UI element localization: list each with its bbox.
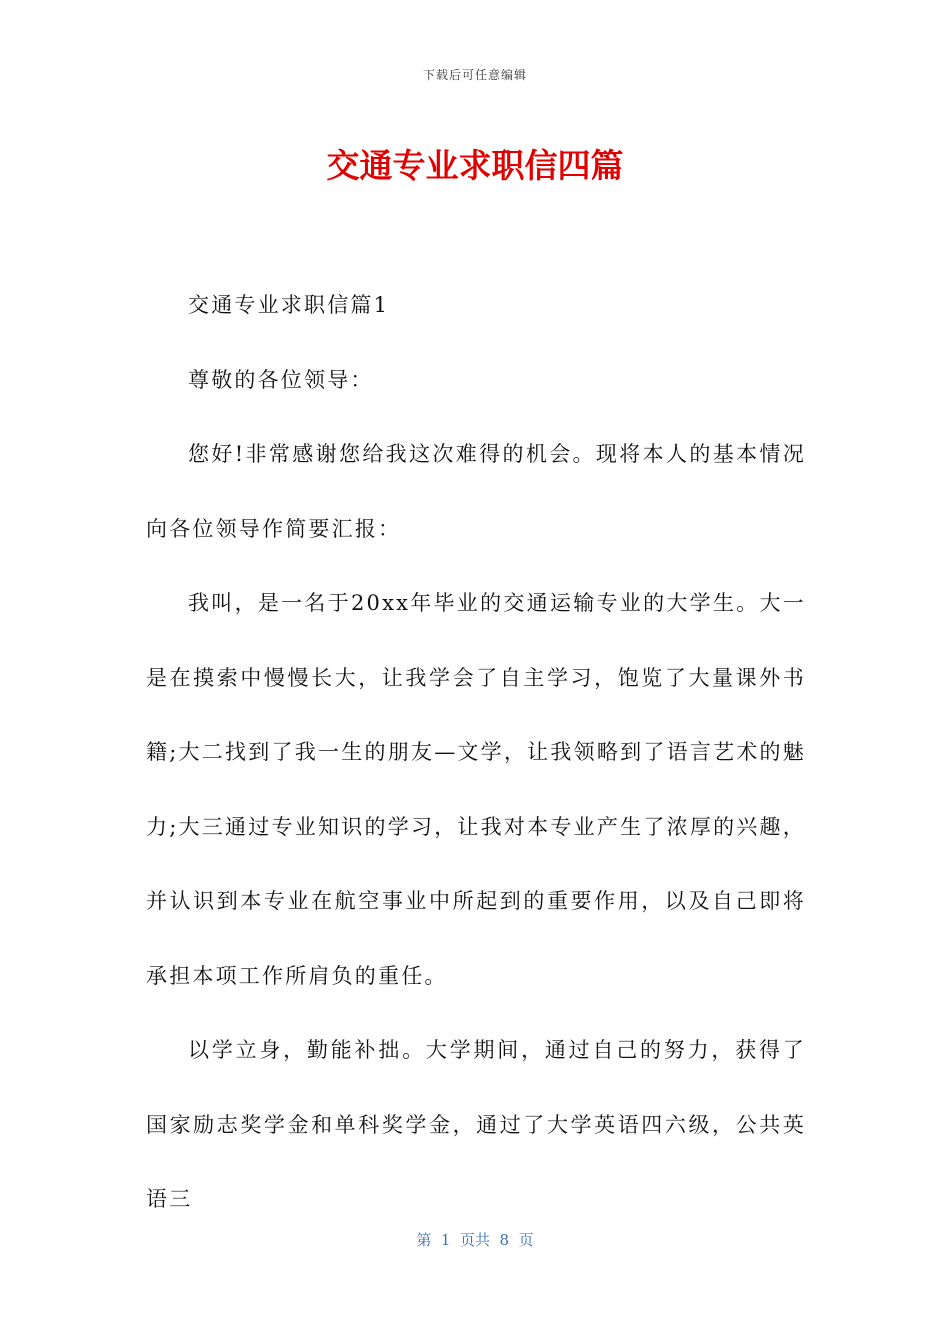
salutation: 尊敬的各位领导： bbox=[188, 367, 374, 392]
section-heading: 交通专业求职信篇1 bbox=[188, 293, 390, 317]
document-body bbox=[146, 268, 806, 1237]
paragraph: 以学立身，勤能补拙。大学期间，通过自己的努力，获得了国家励志奖学金和单科奖学金，通过了大学英语四六级，公共英语三 bbox=[146, 1038, 806, 1211]
document-title: 交通专业求职信四篇 bbox=[326, 146, 624, 185]
page-number-footer: 第 1 页共 8 页 bbox=[416, 1231, 534, 1249]
header-note: 下载后可任意编辑 bbox=[422, 68, 527, 82]
paragraph: 您好!非常感谢您给我这次难得的机会。现将本人的基本情况向各位领导作简要汇报： bbox=[146, 442, 806, 541]
paragraph: 我叫，是一名于20xx年毕业的交通运输专业的大学生。大一是在摸索中慢慢长大，让我学会了自主学习，饱览了大量课外书籍;大二找到了我一生的朋友—文学，让我领略到了语言艺术的魅力;大三通过专业知识的学习，让我对本专业产生了浓厚的兴趣，并认识到本专业在航空事业中所起到的重要作用，以及自己即将承担本项工作所肩负的重任。 bbox=[146, 591, 806, 988]
